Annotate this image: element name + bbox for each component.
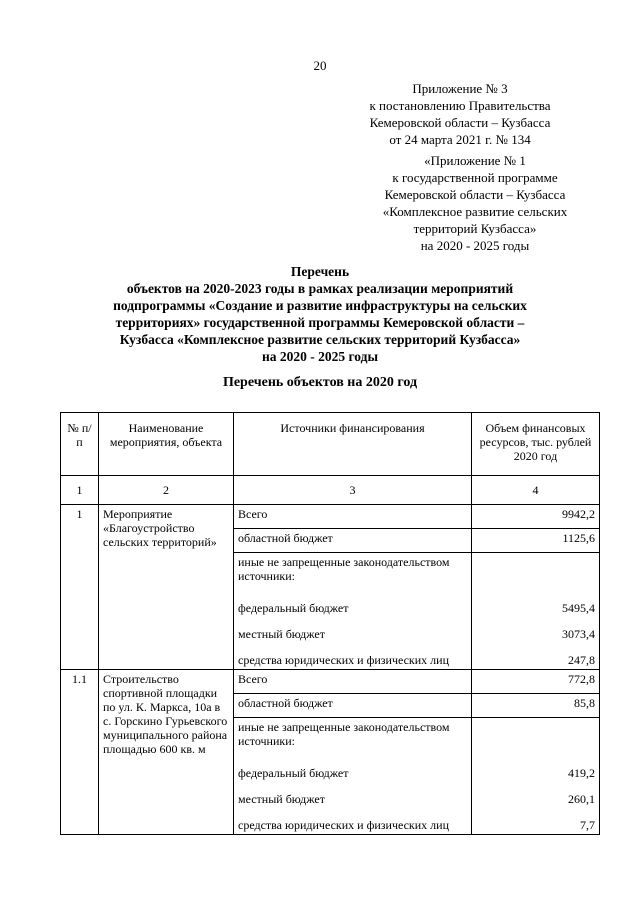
header-cell: Объем финансовых ресурсов, тыс. рублей 2020 год — [472, 413, 600, 476]
appendix-3-header — [330, 80, 590, 148]
funding-source: областной бюджет — [234, 529, 472, 553]
column-number-row — [61, 476, 600, 505]
appendix-line: Кемеровской области – Кузбасса — [369, 115, 551, 130]
column-number: 2 — [99, 476, 234, 505]
funding-source: федеральный бюджет — [234, 591, 472, 617]
funding-amount: 419,2 — [472, 756, 600, 782]
header-cell: Наименование мероприятия, объекта — [99, 413, 234, 476]
funding-amount: 7,7 — [472, 808, 600, 835]
appendix-line: от 24 марта 2021 г. № 134 — [389, 132, 531, 147]
appendix-line: территорий Кузбасса» — [413, 221, 537, 236]
funding-source: иные не запрещенные законодательством источники: — [234, 718, 472, 757]
funding-amount: 247,8 — [472, 643, 600, 670]
table-row — [61, 670, 600, 694]
title-line: территориях» государственной программы Кемеровской области – — [115, 315, 525, 330]
list-subtitle: Перечень объектов на 2020 год — [222, 375, 418, 390]
funding-amount: 3073,4 — [472, 617, 600, 643]
funding-source: местный бюджет — [234, 782, 472, 808]
appendix-line: «Комплексное развитие сельских — [382, 204, 568, 219]
funding-source: областной бюджет — [234, 694, 472, 718]
header-cell: № п/п — [61, 413, 99, 476]
appendix-line: на 2020 - 2025 годы — [420, 238, 530, 253]
funding-source: средства юридических и физических лиц — [234, 643, 472, 670]
funding-amount: 772,8 — [472, 670, 600, 694]
row-number: 1.1 — [61, 670, 99, 835]
funding-amount: 260,1 — [472, 782, 600, 808]
funding-amount: 9942,2 — [472, 505, 600, 529]
funding-amount: 85,8 — [472, 694, 600, 718]
page-number: 20 — [313, 58, 327, 73]
document-title — [60, 263, 580, 365]
funding-amount — [472, 553, 600, 592]
row-number: 1 — [61, 505, 99, 670]
appendix-1-header — [345, 152, 605, 254]
column-number: 3 — [234, 476, 472, 505]
header-cell: Источники финансирования — [234, 413, 472, 476]
funding-amount — [472, 718, 600, 757]
title-line: на 2020 - 2025 годы — [261, 349, 379, 364]
funding-source: федеральный бюджет — [234, 756, 472, 782]
title-line: подпрограммы «Создание и развитие инфраструктуры на сельских — [113, 298, 527, 313]
appendix-line: Кемеровской области – Кузбасса — [384, 187, 566, 202]
title-line: Кузбасса «Комплексное развитие сельских территорий Кузбасса» — [119, 332, 521, 347]
table-row — [61, 505, 600, 529]
column-number: 4 — [472, 476, 600, 505]
objects-table — [60, 412, 600, 835]
funding-source: иные не запрещенные законодательством источники: — [234, 553, 472, 592]
title-line: Перечень — [290, 264, 350, 279]
appendix-line: «Приложение № 1 — [424, 153, 526, 168]
funding-amount: 1125,6 — [472, 529, 600, 553]
funding-source: Всего — [234, 505, 472, 529]
appendix-line: к государственной программе — [392, 170, 558, 185]
column-number: 1 — [61, 476, 99, 505]
appendix-line: к постановлению Правительства — [369, 98, 551, 113]
table-header-row — [61, 413, 600, 476]
funding-source: средства юридических и физических лиц — [234, 808, 472, 835]
title-line: объектов на 2020-2023 годы в рамках реализации мероприятий — [126, 281, 514, 296]
funding-amount: 5495,4 — [472, 591, 600, 617]
funding-source: Всего — [234, 670, 472, 694]
object-name: Мероприятие «Благоустройство сельских территорий» — [99, 505, 234, 670]
object-name: Строительство спортивной площадки по ул. К. Маркса, 10а в с. Горскино Гурьевского муниципального района площадью 600 кв. м — [99, 670, 234, 835]
appendix-line: Приложение № 3 — [412, 81, 508, 96]
funding-source: местный бюджет — [234, 617, 472, 643]
